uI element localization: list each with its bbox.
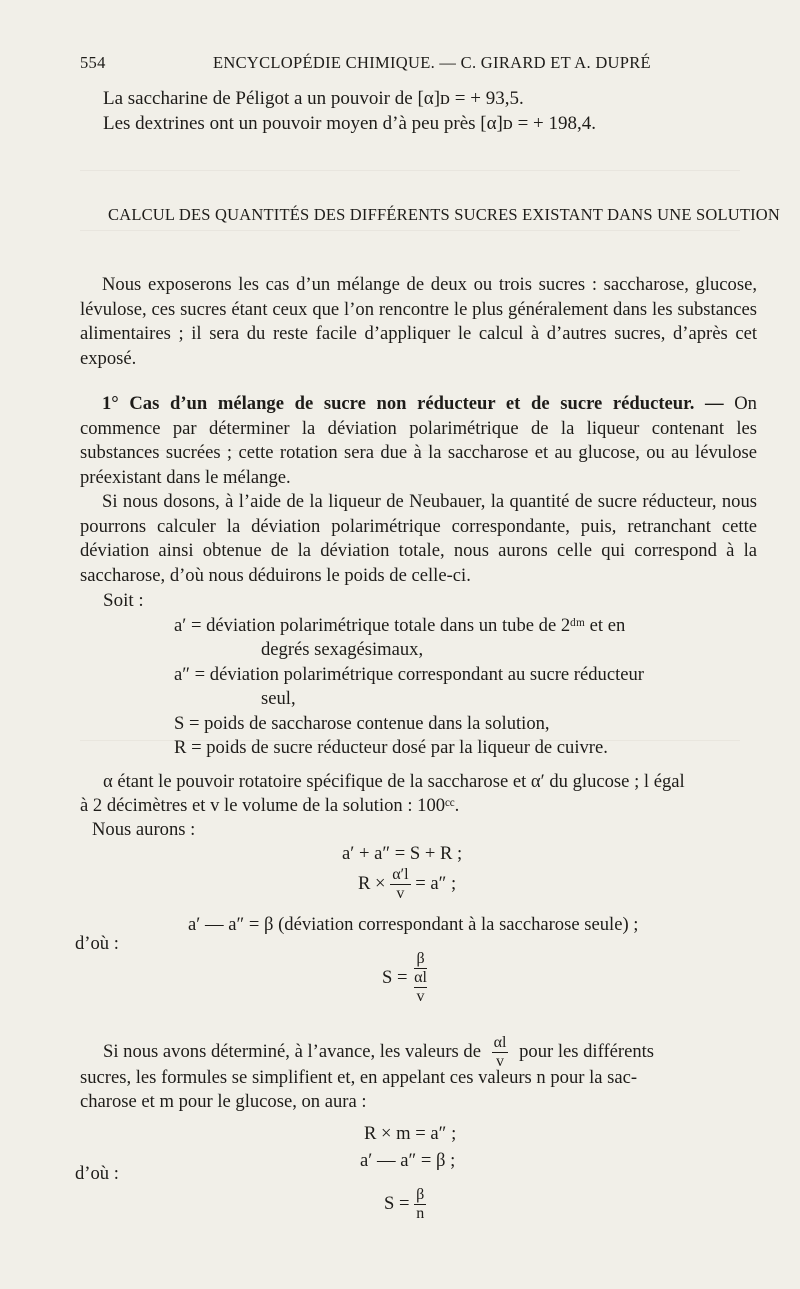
equation-s-n: S = $\frac{\beta}{n}$ [384,1186,425,1222]
neubauer-paragraph: Si nous dosons, à l’aide de la liqueur de Neubauer, la quantité de sucre réducteur, nous pourrons calculer la déviation polarimétrique correspondante, puis, retranchant cette déviation ainsi obtenue de la déviation totale, nous aurons celle qui correspond à la saccharose, d’où nous déduirons le poids de celle-ci. [80,491,757,586]
definition-a-prime-cont: degrés sexagésimaux, [261,639,424,660]
definition-a-double-prime-cont: seul, [261,688,296,709]
alpha-line-1: α étant le pouvoir rotatoire spécifique de la saccharose et α′ du glucose ; l égal [103,771,685,792]
case1-text: On commence par déterminer la déviation polarimétrique de la liqueur contenant les substances sucrées ; cette rotation sera due à la saccharose et au glucose, ou au lévulose préexistant dans le mélange. [80,393,757,488]
case1-heading: 1° Cas d’un mélange de sucre non réducteur et de sucre réducteur. — [102,393,724,414]
definition-a-double-prime: a″ = déviation polarimétrique correspondant au sucre réducteur [174,664,644,685]
case1-paragraph [80,392,757,490]
equation-r-ratio: R × $\frac{\alpha'l}{v}$ = a″ ; [358,866,457,902]
para3-line-1: Si nous avons déterminé, à l’avance, les valeurs de $\frac{\alpha l}{v}$ pour les différents [103,1034,655,1070]
alpha-line-2: à 2 décimètres et v le volume de la solution : 100ᶜᶜ. [80,795,460,816]
saccharine-line: La saccharine de Péligot a un pouvoir de [α]ᴅ = + 93,5. [103,88,524,109]
dou-label-1: d’où : [75,933,119,954]
intro-paragraph: Nous exposerons les cas d’un mélange de deux ou trois sucres : saccharose, glucose, lévulose, ces sucres étant ceux que l’on rencontre le plus généralement dans les substances alimentaires ; il sera du reste facile d’appliquer le calcul à d’autres sucres, d’après cet exposé. [80,274,757,369]
definition-s: S = poids de saccharose contenue dans la solution, [174,713,550,734]
soit-label: Soit : [103,590,144,611]
running-head: ENCYCLOPÉDIE CHIMIQUE. — C. GIRARD ET A. DUPRÉ [213,53,651,72]
equation-sum: a′ + a″ = S + R ; [342,843,463,864]
equation-beta-simple: a′ — a″ = β ; [360,1150,456,1171]
section-title: CALCUL DES QUANTITÉS DES DIFFÉRENTS SUCRES EXISTANT DANS UNE SOLUTION [108,205,781,224]
definition-a-prime: a′ = déviation polarimétrique totale dans un tube de 2ᵈᵐ et en [174,615,626,636]
definition-r: R = poids de sucre réducteur dosé par la liqueur de cuivre. [174,737,608,758]
equation-s-fraction: S = β αl v [382,950,427,1005]
para3-line-2: sucres, les formules se simplifient et, en appelant ces valeurs n pour la sac- [80,1067,638,1088]
dextrines-line: Les dextrines ont un pouvoir moyen d’à peu près [α]ᴅ = + 198,4. [103,113,597,134]
dou-label-2: d’où : [75,1163,119,1184]
equation-r-m: R × m = a″ ; [364,1123,457,1144]
nous-aurons-label: Nous aurons : [92,819,196,840]
page-number: 554 [80,53,106,72]
para3-line-3: charose et m pour le glucose, on aura : [80,1091,367,1112]
equation-beta: a′ — a″ = β (déviation correspondant à la saccharose seule) ; [188,914,639,935]
